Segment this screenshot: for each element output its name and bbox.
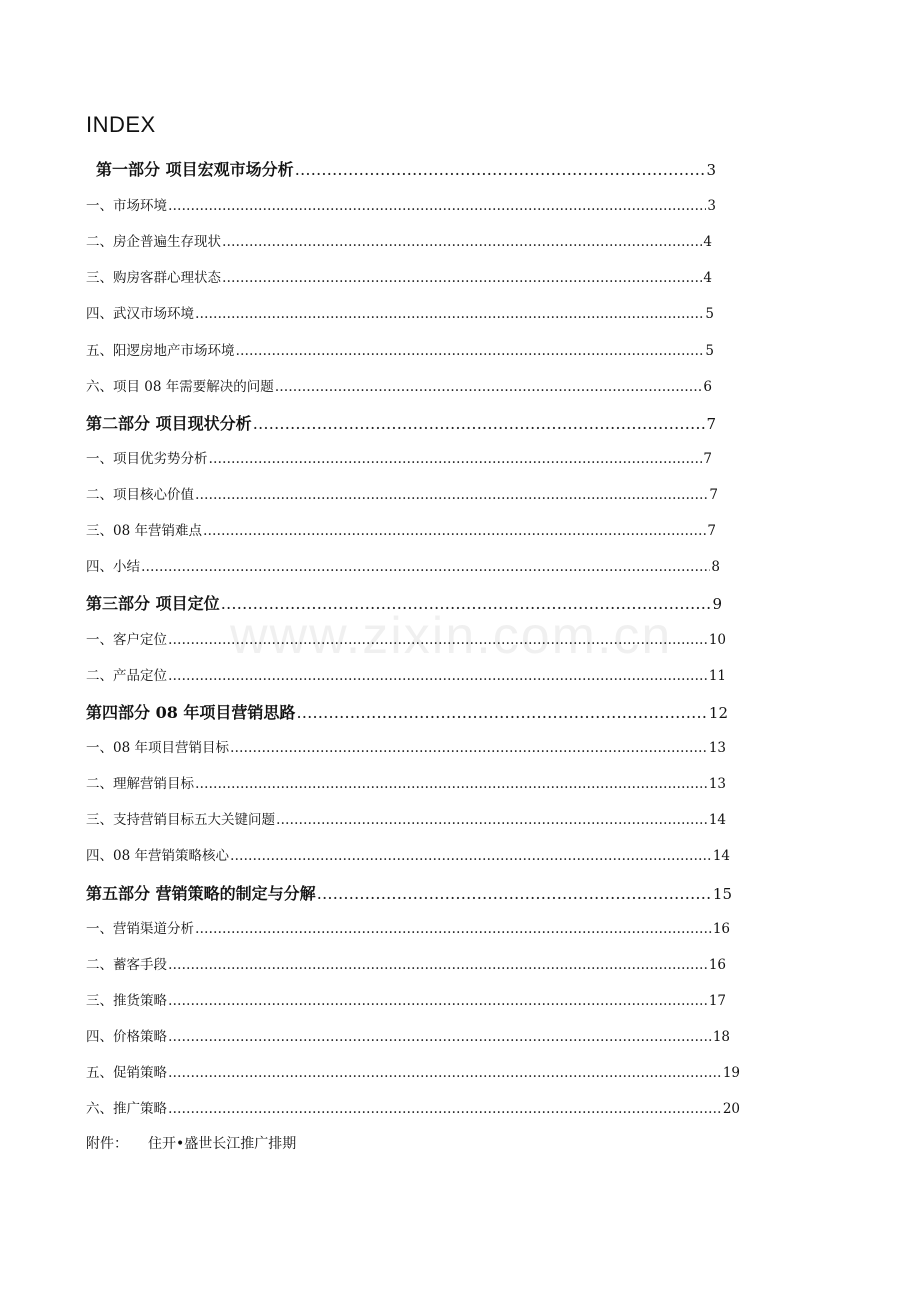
- toc-label: 六、推广策略: [86, 1101, 167, 1117]
- toc-page-number: 18: [712, 1029, 730, 1045]
- toc-label: 第三部分 项目定位: [86, 594, 220, 613]
- toc-page-number: 3: [706, 161, 716, 179]
- toc-page-number: 14: [712, 848, 730, 864]
- toc-page-number: 13: [708, 776, 726, 792]
- toc-page-number: 16: [712, 921, 730, 937]
- toc-label: 六、项目 08 年需要解决的问题: [86, 379, 274, 395]
- toc-leader: [253, 414, 706, 433]
- toc-label: 四、小结: [86, 559, 140, 575]
- toc-label: 三、购房客群心理状态: [86, 270, 221, 286]
- toc-page-number: 9: [712, 595, 722, 613]
- toc-row[interactable]: [86, 447, 712, 467]
- toc-page-number: 8: [711, 559, 720, 575]
- toc-label: 二、理解营销目标: [86, 776, 194, 792]
- toc-page-number: 4: [703, 234, 712, 250]
- toc-label: 二、蓄客手段: [86, 957, 167, 973]
- toc-row[interactable]: [86, 736, 726, 756]
- toc-row[interactable]: [86, 483, 718, 503]
- toc-leader: [168, 632, 708, 648]
- toc-label: 四、08 年营销策略核心: [86, 848, 229, 864]
- toc-leader: [195, 306, 704, 322]
- toc-row[interactable]: [86, 519, 716, 539]
- toc-leader: [275, 379, 703, 395]
- toc-leader: [222, 234, 702, 250]
- toc-page-number: 6: [703, 379, 712, 395]
- toc-page-number: 13: [708, 740, 726, 756]
- toc-label: 一、市场环境: [86, 198, 167, 214]
- toc-row[interactable]: [86, 591, 722, 614]
- toc-row[interactable]: [86, 664, 726, 684]
- toc-leader: [195, 487, 708, 503]
- toc-leader: [276, 812, 708, 828]
- toc-leader: [168, 668, 708, 684]
- toc-label: 一、营销渠道分析: [86, 921, 194, 937]
- toc-row[interactable]: [86, 628, 726, 648]
- toc-leader: [296, 703, 707, 722]
- toc-page-number: 5: [705, 343, 714, 359]
- toc-page-number: 12: [708, 704, 728, 722]
- toc-label: 三、支持营销目标五大关键问题: [86, 812, 275, 828]
- toc-leader: [295, 160, 706, 179]
- toc-row[interactable]: [86, 917, 730, 937]
- toc-page-number: 3: [707, 198, 716, 214]
- toc-label: 五、阳逻房地产市场环境: [86, 343, 235, 359]
- toc-page-number: 14: [708, 812, 726, 828]
- toc-row[interactable]: [96, 157, 716, 180]
- toc-leader: [141, 559, 710, 575]
- toc-page-number: 7: [709, 487, 718, 503]
- toc-page-number: 19: [722, 1065, 740, 1081]
- toc-label: 二、产品定位: [86, 668, 167, 684]
- toc-row[interactable]: [86, 266, 712, 286]
- toc-page-number: 7: [706, 415, 716, 433]
- toc-leader: [230, 740, 708, 756]
- toc-row[interactable]: [86, 700, 728, 723]
- toc-page-number: 16: [708, 957, 726, 973]
- toc-row[interactable]: [86, 772, 726, 792]
- toc-row[interactable]: [86, 1025, 730, 1045]
- toc-page-number: 20: [722, 1101, 740, 1117]
- toc-label: 四、武汉市场环境: [86, 306, 194, 322]
- toc-row[interactable]: [86, 411, 716, 434]
- watermark: www.zixin.com.cn: [230, 607, 673, 665]
- toc-leader: [221, 594, 712, 613]
- toc-row[interactable]: [86, 989, 726, 1009]
- toc-row[interactable]: [86, 1097, 740, 1117]
- toc-row[interactable]: [86, 230, 712, 250]
- toc-leader: [195, 776, 708, 792]
- toc-leader: [168, 1101, 722, 1117]
- toc-label: 一、客户定位: [86, 632, 167, 648]
- toc-leader: [168, 198, 706, 214]
- toc-leader: [168, 1029, 712, 1045]
- toc-page-number: 17: [708, 993, 726, 1009]
- toc-page-number: 15: [712, 885, 732, 903]
- toc-row[interactable]: [86, 339, 714, 359]
- toc-row[interactable]: [86, 555, 720, 575]
- toc-page-number: 10: [708, 632, 726, 648]
- toc-page-number: 5: [705, 306, 714, 322]
- toc-label: 二、项目核心价值: [86, 487, 194, 503]
- toc-leader: [317, 884, 712, 903]
- toc-leader: [195, 921, 712, 937]
- toc-leader: [168, 993, 708, 1009]
- toc-row[interactable]: [86, 1061, 740, 1081]
- toc-label: 第一部分 项目宏观市场分析: [96, 160, 294, 179]
- toc-leader: [168, 957, 708, 973]
- toc-leader: [203, 523, 706, 539]
- toc-row[interactable]: [86, 881, 732, 904]
- toc-leader: [209, 451, 703, 467]
- toc-label: 三、推货策略: [86, 993, 167, 1009]
- appendix-label: 附件：: [86, 1136, 128, 1152]
- toc-page-number: 4: [703, 270, 712, 286]
- toc-page-number: 7: [703, 451, 712, 467]
- toc-row[interactable]: [86, 302, 714, 322]
- toc-page-number: 11: [708, 668, 726, 684]
- index-title: INDEX: [86, 112, 156, 137]
- toc-label: 一、项目优劣势分析: [86, 451, 208, 467]
- appendix-line: [86, 1133, 296, 1153]
- toc-leader: [222, 270, 702, 286]
- toc-row[interactable]: [86, 953, 726, 973]
- toc-label: 五、促销策略: [86, 1065, 167, 1081]
- toc-leader: [236, 343, 705, 359]
- toc-label: 三、08 年营销难点: [86, 523, 202, 539]
- toc-leader: [230, 848, 712, 864]
- toc-label: 四、价格策略: [86, 1029, 167, 1045]
- toc-page-number: 7: [707, 523, 716, 539]
- toc-label: 二、房企普遍生存现状: [86, 234, 221, 250]
- toc-label: 第二部分 项目现状分析: [86, 414, 252, 433]
- toc-leader: [168, 1065, 722, 1081]
- toc-row[interactable]: [86, 194, 716, 214]
- appendix-text: 住开•盛世长江推广排期: [148, 1136, 297, 1152]
- toc-row[interactable]: [86, 844, 730, 864]
- toc-label: 一、08 年项目营销目标: [86, 740, 229, 756]
- toc-label: 第四部分 08 年项目营销思路: [86, 703, 296, 722]
- toc-row[interactable]: [86, 375, 712, 395]
- toc-row[interactable]: [86, 808, 726, 828]
- toc-label: 第五部分 营销策略的制定与分解: [86, 884, 316, 903]
